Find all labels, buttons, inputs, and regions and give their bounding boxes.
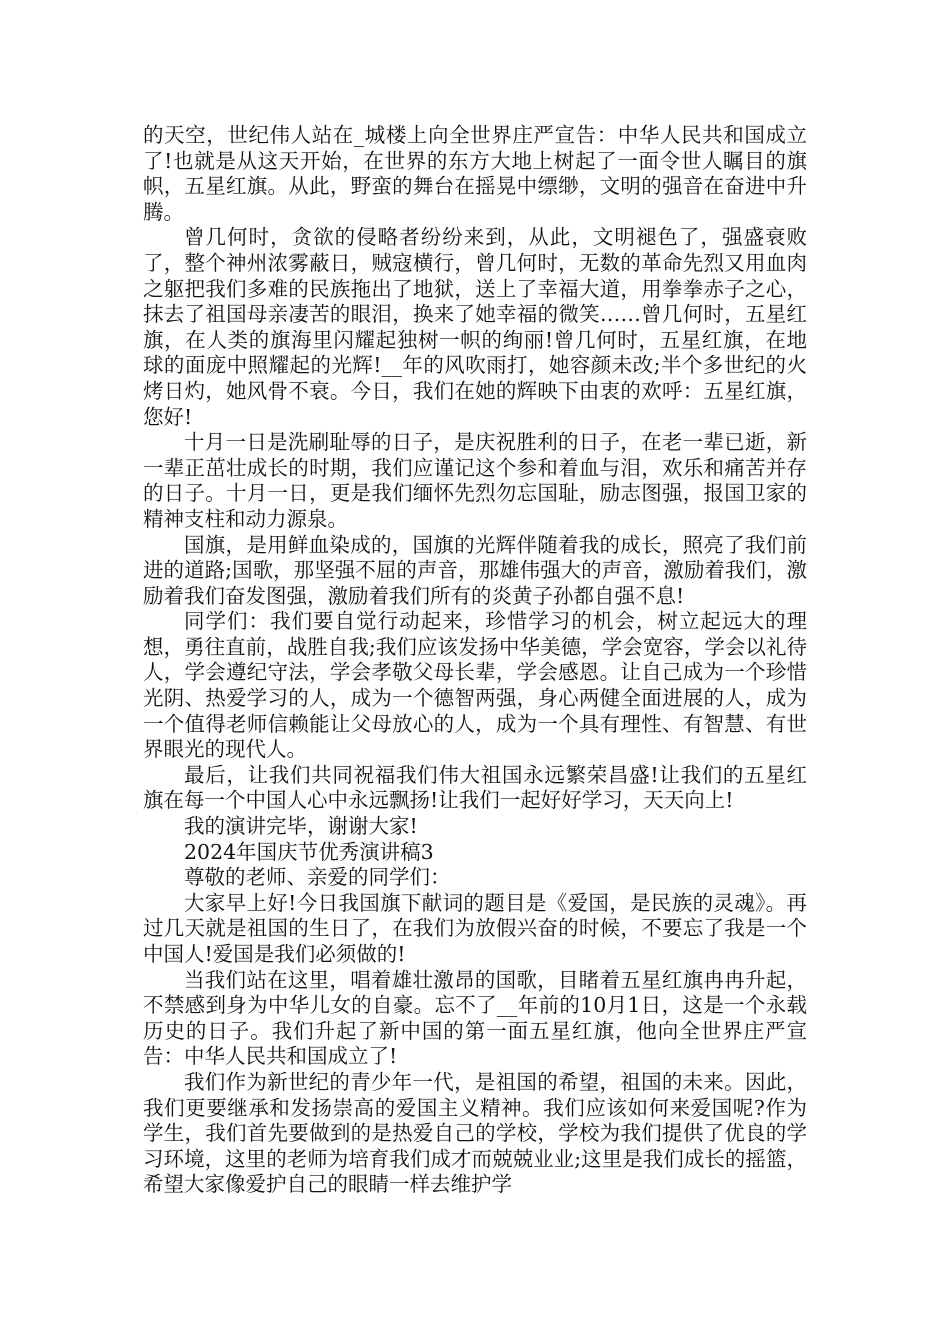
paragraph-5: 同学们：我们要自觉行动起来，珍惜学习的机会，树立起远大的理想，勇往直前，战胜自我;我们应该发扬中华美德，学会宽容，学会以礼待人，学会遵纪守法，学会孝敬父母长辈，学会感恩。让自己成为一个珍惜光阴、热爱学习的人，成为一个德智两强，身心两健全面进展的人，成为一个值得老师信赖能让父母放心的人，成为一个具有理性、有智慧、有世界眼光的现代人。 xyxy=(143,609,807,762)
paragraph-7: 我的演讲完毕，谢谢大家! xyxy=(184,814,418,839)
paragraph-11: 当我们站在这里，唱着雄壮激昂的国歌，目睹着五星红旗冉冉升起，不禁感到身为中华儿女的自豪。忘不了__年前的10月1日，这是一个永载历史的日子。我们升起了新中国的第一面五星红旗，他向全世界庄严宣告：中华人民共和国成立了! xyxy=(143,967,807,1069)
salutation: 尊敬的老师、亲爱的同学们： xyxy=(184,865,451,890)
paragraph-1: 的天空，世纪伟人站在_城楼上向全世界庄严宣告：中华人民共和国成立了!也就是从这天开始，在世界的东方大地上树起了一面令世人瞩目的旗帜，五星红旗。从此，野蛮的舞台在摇晃中缥缈，文明的强音在奋进中升腾。 xyxy=(143,123,807,224)
paragraph-3: 十月一日是洗刷耻辱的日子，是庆祝胜利的日子，在老一辈已逝，新一辈正茁壮成长的时期，我们应谨记这个参和着血与泪，欢乐和痛苦并存的日子。十月一日，更是我们缅怀先烈勿忘国耻，励志图强，报国卫家的精神支柱和动力源泉。 xyxy=(143,430,807,531)
speech-heading: 2024年国庆节优秀演讲稿3 xyxy=(184,839,434,864)
paragraph-6: 最后，让我们共同祝福我们伟大祖国永远繁荣昌盛!让我们的五星红旗在每一个中国人心中永远飘扬!让我们一起好好学习，天天向上! xyxy=(143,762,807,813)
paragraph-2: 曾几何时，贪欲的侵略者纷纷来到，从此，文明褪色了，强盛衰败了，整个神州浓雾蔽日，贼寇横行，曾几何时，无数的革命先烈又用血肉之躯把我们多难的民族拖出了地狱，送上了幸福大道，用拳拳赤子之心，抹去了祖国母亲凄苦的眼泪，换来了她幸福的微笑……曾几何时，五星红旗，在人类的旗海里闪耀起独树一帜的绚丽!曾几何时，五星红旗，在地球的面庞中照耀起的光辉!__年的风吹雨打，她容颜未改;半个多世纪的火烤日灼，她风骨不衰。今日，我们在她的辉映下由衷的欢呼：五星红旗，您好! xyxy=(143,225,807,429)
document-page xyxy=(143,123,807,1198)
paragraph-10: 大家早上好!今日我国旗下献词的题目是《爱国，是民族的灵魂》。再过几天就是祖国的生日了，在我们为放假兴奋的时候，不要忘了我是一个中国人!爱国是我们必须做的! xyxy=(143,890,807,966)
paragraph-12: 我们作为新世纪的青少年一代，是祖国的希望，祖国的未来。因此，我们更要继承和发扬崇高的爱国主义精神。我们应该如何来爱国呢?作为学生，我们首先要做到的是热爱自己的学校，学校为我们提供了优良的学习环境，这里的老师为培育我们成才而兢兢业业;这里是我们成长的摇篮，希望大家像爱护自己的眼睛一样去维护学 xyxy=(143,1069,807,1197)
paragraph-4: 国旗，是用鲜血染成的，国旗的光辉伴随着我的成长，照亮了我们前进的道路;国歌，那坚强不屈的声音，那雄伟强大的声音，激励着我们，激励着我们奋发图强，激励着我们所有的炎黄子孙都自强不息! xyxy=(143,532,807,608)
